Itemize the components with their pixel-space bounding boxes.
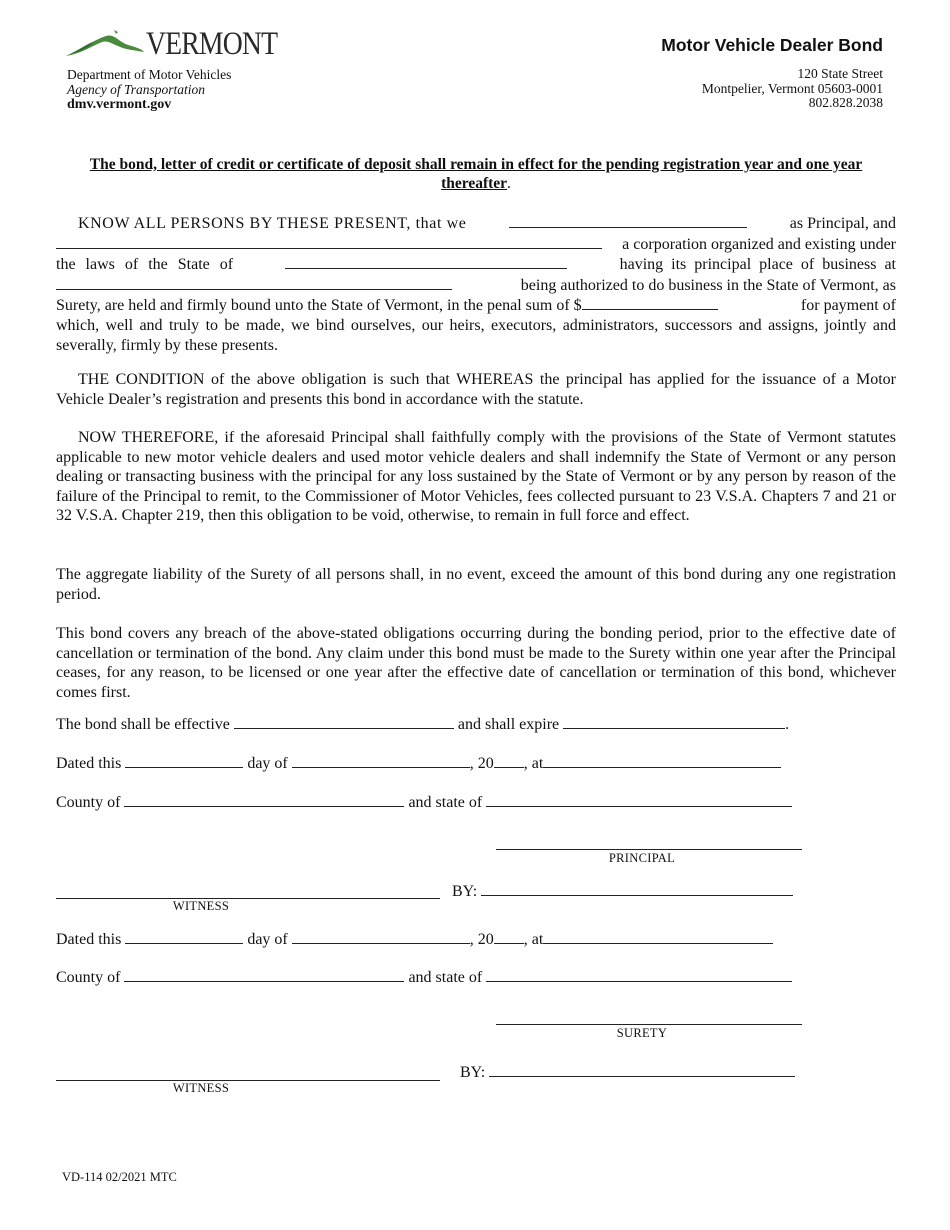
state-of-incorporation-field[interactable]	[285, 254, 567, 269]
p1-text-a: KNOW ALL PERSONS BY THESE PRESENT, that we	[78, 215, 467, 232]
surety-county-row	[56, 967, 792, 987]
at-label: , at	[523, 755, 544, 772]
principal-day-field[interactable]	[125, 753, 243, 768]
effective-label: The bond shall be effective	[56, 716, 230, 733]
notice-period: .	[507, 175, 511, 192]
surety-witness-caption: WITNESS	[172, 1081, 230, 1095]
surety-state-field[interactable]	[486, 967, 792, 982]
website-link[interactable]: dmv.vermont.gov	[67, 97, 172, 112]
state-label: and state of	[408, 969, 483, 986]
department-block	[67, 67, 231, 112]
p1-text-d: the laws of the State of	[56, 256, 234, 274]
surety-dated-row	[56, 929, 773, 949]
principal-month-field[interactable]	[292, 753, 470, 768]
address-line-1: 120 State Street	[797, 66, 883, 81]
surety-signature-line[interactable]	[496, 1024, 802, 1025]
day-of-label: day of	[247, 931, 288, 948]
surety-location-field[interactable]	[543, 929, 773, 944]
state-label: and state of	[408, 794, 483, 811]
surety-day-field[interactable]	[125, 929, 243, 944]
p1-text-e: having its principal place of business at	[619, 256, 896, 274]
department-name: Department of Motor Vehicles	[67, 67, 232, 82]
principal-county-field[interactable]	[124, 792, 404, 807]
surety-by-field[interactable]	[489, 1062, 795, 1077]
principal-signature-line[interactable]	[496, 849, 802, 850]
vermont-logo	[64, 28, 294, 66]
principal-year-field[interactable]	[494, 753, 524, 768]
p1-text-i: which, well and truly to be made, we bind ourselves, our heirs, executors, administrators, successors and assigns, jointly and severally, firmly by these presents.	[56, 316, 896, 354]
surety-by-row	[460, 1062, 795, 1082]
county-label: County of	[56, 794, 121, 811]
surety-year-field[interactable]	[494, 929, 524, 944]
surety-name-field[interactable]	[56, 234, 602, 249]
notice-text: The bond, letter of credit or certificate of deposit shall remain in effect for the pending registration year and one year thereafter	[89, 156, 863, 192]
year-prefix: , 20	[469, 931, 494, 948]
by-label: BY:	[460, 1064, 486, 1081]
expire-label: and shall expire	[457, 716, 560, 733]
principal-by-row	[452, 881, 793, 901]
form-id: VD-114 02/2021 MTC	[62, 1170, 177, 1184]
logo-wordmark: VERMONT	[146, 26, 278, 62]
address-line-2: Montpelier, Vermont 05603-0001	[701, 80, 883, 96]
expire-date-field[interactable]	[563, 714, 785, 729]
effect-notice	[56, 155, 896, 193]
surety-month-field[interactable]	[292, 929, 470, 944]
at-label: , at	[523, 931, 544, 948]
dated-label: Dated this	[56, 931, 122, 948]
effective-date-field[interactable]	[234, 714, 454, 729]
phone-number: 802.828.2038	[808, 95, 883, 110]
dated-label: Dated this	[56, 755, 122, 772]
mountain-logo-icon	[64, 28, 154, 60]
p1-text-b: as Principal, and	[789, 215, 896, 232]
principal-caption: PRINCIPAL	[608, 851, 676, 865]
principal-witness-caption: WITNESS	[172, 899, 230, 913]
surety-caption: SURETY	[616, 1026, 668, 1040]
expire-period: .	[785, 716, 790, 733]
principal-place-field[interactable]	[56, 275, 452, 290]
principal-location-field[interactable]	[543, 753, 781, 768]
principal-county-row	[56, 792, 792, 812]
by-label: BY:	[452, 883, 478, 900]
principal-dated-row	[56, 753, 781, 773]
form-title: Motor Vehicle Dealer Bond	[661, 35, 883, 55]
now-therefore-paragraph: NOW THEREFORE, if the aforesaid Principal shall faithfully comply with the provisions of the State of Vermont statutes applicable to new motor vehicle dealers and used motor vehicle dealers and shall indemnify the State of Vermont or any person dealing or transacting business with the principal for any loss sustained by the State of Vermont or by any person by reason of the failure of the Principal to remit, to the Commissioner of Motor Vehicles, fees collected pursuant to 23 V.S.A. Chapters 7 and 21 or 32 V.S.A. Chapter 219, then this obligation to be void, otherwise, to remain in full force and effect.	[56, 429, 896, 525]
p1-text-f: being authorized to do business in the State of Vermont, as	[520, 276, 896, 294]
county-label: County of	[56, 969, 121, 986]
principal-name-field[interactable]	[509, 213, 747, 228]
agency-name: Agency of Transportation	[67, 82, 205, 97]
p1-text-c: a corporation organized and existing under	[622, 235, 896, 253]
aggregate-liability-paragraph: The aggregate liability of the Surety of all persons shall, in no event, exceed the amount of this bond during any one registration period.	[56, 566, 896, 603]
condition-paragraph: THE CONDITION of the above obligation is such that WHEREAS the principal has applied for the issuance of a Motor Vehicle Dealer’s registration and presents this bond in accordance with the statute.	[56, 371, 896, 408]
p1-text-g: Surety, are held and firmly bound unto the State of Vermont, in the penal sum of $	[56, 297, 582, 315]
effective-row	[56, 714, 789, 734]
p1-text-h: for payment of	[800, 297, 896, 315]
penal-sum-field[interactable]	[582, 295, 718, 310]
know-all-persons-paragraph	[56, 213, 896, 355]
principal-state-field[interactable]	[486, 792, 792, 807]
day-of-label: day of	[247, 755, 288, 772]
surety-county-field[interactable]	[124, 967, 404, 982]
address-block	[702, 67, 883, 111]
year-prefix: , 20	[469, 755, 494, 772]
principal-by-field[interactable]	[481, 881, 793, 896]
bond-coverage-paragraph: This bond covers any breach of the above-stated obligations occurring during the bonding period, prior to the effective date of cancellation or termination of the bond. Any claim under this bond must be made to the Surety within one year after the Principal ceases, for any reason, to be licensed or one year after the effective date of cancellation or termination of this bond, whichever comes first.	[56, 625, 896, 701]
